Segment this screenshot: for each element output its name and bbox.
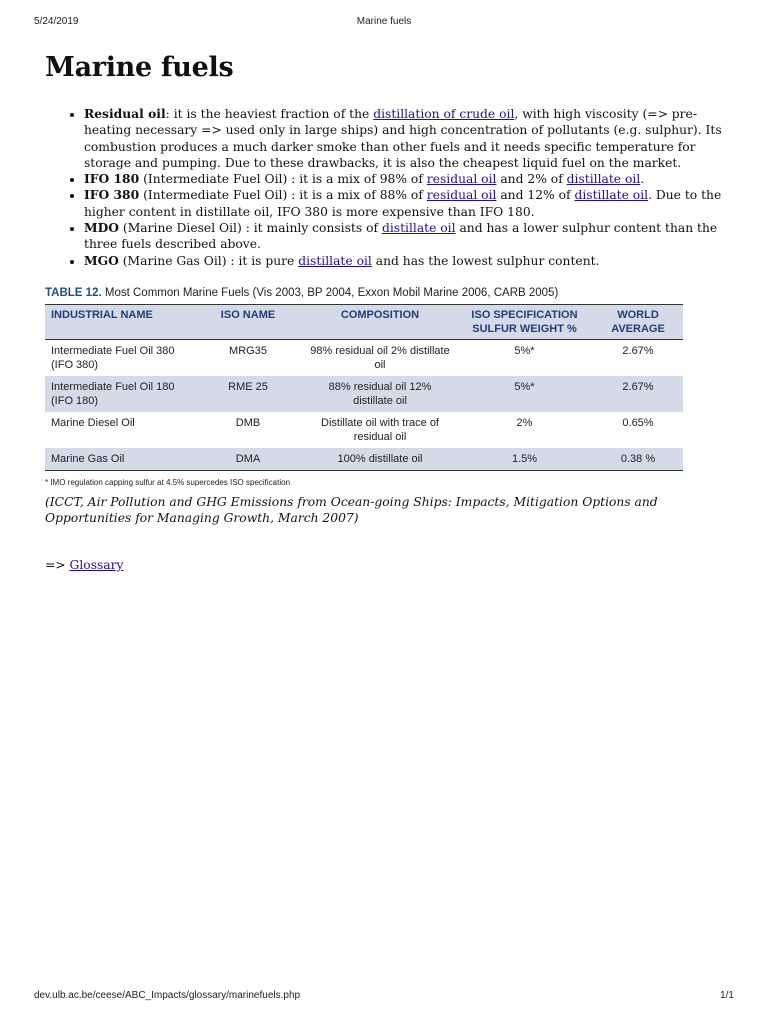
term-ifo-380: IFO 380 (84, 187, 140, 203)
cell-iso-name: DMA (192, 448, 304, 471)
cell-iso-name: MRG35 (229, 345, 267, 357)
cell-iso-name: DMB (235, 417, 261, 429)
list-item-ifo-180 (84, 171, 729, 187)
cell-industrial-name: Marine Diesel Oil (51, 417, 135, 429)
print-header (34, 16, 734, 30)
page-title: Marine fuels (45, 52, 234, 83)
cell-sulfur-spec: 1.5% (456, 448, 593, 471)
list-item-mgo (84, 253, 729, 269)
list-item-residual-oil (84, 106, 729, 171)
print-url: dev.ulb.ac.be/ceese/ABC_Impacts/glossary/marinefuels.php (34, 990, 301, 1001)
column-header-iso-name: ISO NAME (192, 305, 304, 340)
item-text: . (640, 172, 645, 187)
table-row (45, 448, 683, 471)
item-text: (Marine Gas Oil) : it is pure (118, 253, 299, 268)
marine-fuels-table-figure (45, 287, 683, 487)
item-text: (Intermediate Fuel Oil) : it is a mix of 98% of (139, 172, 427, 187)
table-row (45, 340, 683, 377)
cell-world-average: 0.38 % (593, 448, 683, 471)
cell-composition: 88% residual oil 12% distillate oil (304, 376, 456, 412)
cell-sulfur-spec: 2% (516, 417, 533, 429)
item-text: (Marine Diesel Oil) : it mainly consists of (119, 221, 382, 236)
cell-world-average: 0.65% (622, 417, 654, 429)
cell-world-average: 2.67% (622, 345, 654, 357)
table-footnote: * IMO regulation capping sulfur at 4.5% supercedes ISO specification (45, 478, 291, 487)
print-footer (34, 990, 734, 1004)
link-distillate-oil[interactable]: distillate oil (298, 253, 372, 268)
item-text: and has a lower sulphur content than the three fuels described above. (84, 221, 718, 252)
cell-sulfur-spec: 5%* (456, 376, 593, 412)
column-header-iso-specification: ISO SPECIFICATION SULFUR WEIGHT % (456, 305, 593, 340)
item-text: , with high viscosity (=> pre-heating necessary => used only in large ships) and high concentration of pollutants (e.g. sulphur). Its combustion produces a much darker smoke than other fuels and it needs specific temperature for storage and pumping. Due to these drawbacks, it is also the cheapest liquid fuel on the market. (84, 107, 722, 170)
fuel-definitions (45, 106, 729, 269)
cell-composition: 98% residual oil 2% distillate oil (310, 345, 450, 371)
link-distillate-oil[interactable]: distillate oil (566, 172, 641, 187)
glossary-link[interactable]: Glossary (69, 558, 124, 572)
cell-composition: Distillate oil with trace of residual oil (321, 417, 439, 443)
cell-industrial-name: Intermediate Fuel Oil 380 (IFO 380) (51, 345, 175, 371)
cell-iso-name: RME 25 (192, 376, 304, 412)
cell-world-average: 2.67% (593, 376, 683, 412)
table-caption (45, 287, 683, 299)
list-item-ifo-380 (84, 187, 729, 220)
fuel-list (45, 106, 729, 269)
table-row (45, 376, 683, 412)
item-text: . Due to the higher content in distillate oil, IFO 380 is more expensive than IFO 180. (84, 188, 722, 219)
list-item-mdo (84, 220, 729, 253)
link-residual-oil[interactable]: residual oil (426, 172, 497, 187)
print-date: 5/24/2019 (34, 16, 79, 27)
cell-sulfur-spec: 5%* (514, 345, 535, 357)
link-distillate-oil[interactable]: distillate oil (574, 188, 649, 203)
cell-industrial-name: Intermediate Fuel Oil 180 (IFO 180) (45, 376, 192, 412)
marine-fuels-table (45, 304, 683, 471)
item-text: and has the lowest sulphur content. (371, 253, 600, 268)
print-page-number: 1/1 (720, 990, 734, 1001)
cell-industrial-name: Marine Gas Oil (45, 448, 192, 471)
link-residual-oil[interactable]: residual oil (426, 188, 497, 203)
citation: (ICCT, Air Pollution and GHG Emissions from Ocean-going Ships: Impacts, Mitigation Options and Opportunities for Managing Growth, March 2007) (45, 495, 658, 526)
glossary-arrow: => (45, 558, 70, 572)
print-page-title: Marine fuels (356, 16, 412, 27)
link-distillate-oil[interactable]: distillate oil (381, 221, 456, 236)
item-text: (Intermediate Fuel Oil) : it is a mix of 88% of (139, 188, 427, 203)
table-caption-text: Most Common Marine Fuels (Vis 2003, BP 2004, Exxon Mobil Marine 2006, CARB 2005) (104, 287, 559, 299)
column-header-industrial-name: INDUSTRIAL NAME (45, 305, 192, 340)
item-text: : it is the heaviest fraction of the (165, 107, 374, 121)
column-header-world-average: WORLD AVERAGE (593, 305, 683, 340)
link-distillation-of-crude-oil[interactable]: distillation of crude oil (373, 107, 515, 121)
glossary-line (45, 558, 123, 572)
table-header-row (45, 305, 683, 340)
item-text: and 2% of (496, 172, 567, 187)
table-row (45, 412, 683, 448)
column-header-composition: COMPOSITION (304, 305, 456, 340)
term-mdo: MDO (84, 220, 119, 236)
item-text: and 12% of (496, 188, 575, 203)
cell-composition: 100% distillate oil (304, 448, 456, 471)
term-ifo-180: IFO 180 (84, 171, 140, 187)
table-label: TABLE 12. (45, 287, 102, 299)
term-residual-oil: Residual oil (84, 106, 166, 121)
term-mgo: MGO (84, 252, 119, 268)
